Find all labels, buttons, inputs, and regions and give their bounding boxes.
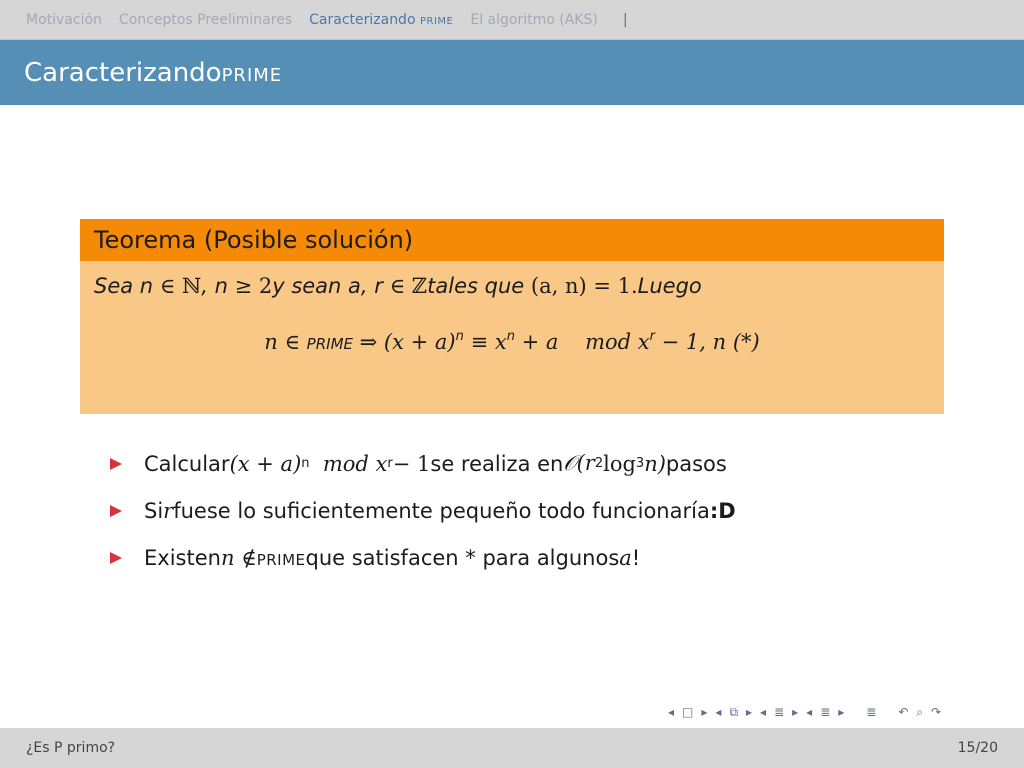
nav-search-icon[interactable]: ⌕ <box>916 704 924 719</box>
nav-forward-icon[interactable]: ↷ <box>931 705 942 719</box>
nav-frame-icon[interactable]: □ <box>682 705 694 719</box>
bullet-item <box>108 487 968 534</box>
bullet-sup: 2 <box>594 456 604 471</box>
theorem-text: tales que <box>427 274 525 298</box>
bullet-sup: 3 <box>635 456 645 471</box>
nav-separator: | <box>622 11 628 28</box>
bullet-math: − 1 <box>392 451 431 476</box>
bullet-math: a <box>619 545 632 570</box>
formula-part: − 1, n (*) <box>654 330 760 354</box>
bullet-math: 𝒪(r <box>563 451 595 475</box>
beamer-navigation <box>668 702 949 722</box>
bullet-item <box>108 534 968 581</box>
bullet-text: Existen <box>144 545 221 570</box>
formula-part: + a mod x <box>514 330 650 354</box>
formula-part: ⇒ (x + a) <box>352 330 456 354</box>
bullet-item <box>108 440 968 487</box>
nav-doc-icon[interactable]: ≣ <box>820 705 831 719</box>
bullet-math: (x + a) <box>229 451 302 476</box>
nav-active-text: Caracterizando <box>309 11 420 28</box>
nav-prev-subsection-icon[interactable]: ◂ <box>715 705 722 719</box>
bullet-sup: r <box>387 456 393 471</box>
nav-prev-doc-icon[interactable]: ◂ <box>806 705 813 719</box>
theorem-formula <box>94 329 930 354</box>
nav-section-conceptos[interactable]: Conceptos Preeliminares <box>118 11 293 28</box>
bullet-arrow-icon <box>110 552 122 564</box>
theorem-text: Sea n <box>94 274 154 298</box>
theorem-block <box>80 219 944 414</box>
bullet-arrow-icon <box>110 505 122 517</box>
bullet-sup: n <box>301 456 310 471</box>
nav-next-section-icon[interactable]: ▸ <box>792 705 799 719</box>
theorem-text: , n <box>201 274 228 298</box>
theorem-math: ≥ 2 <box>234 274 273 298</box>
theorem-math: (a, n) = 1. <box>530 274 638 298</box>
theorem-statement <box>94 269 930 303</box>
nav-section-motivacion[interactable]: Motivación <box>26 11 102 28</box>
nav-back-icon[interactable]: ↶ <box>898 705 909 719</box>
footer-title: ¿Es P primo? <box>26 740 116 756</box>
frame-title-text: Caracterizando <box>24 57 222 88</box>
bullet-text: Si <box>144 498 164 523</box>
nav-active-sc: prime <box>419 11 454 28</box>
bullet-text: fuese lo suficientemente pequeño todo funcionaría <box>173 498 710 523</box>
frame-title <box>0 40 1024 105</box>
bullet-text: Calcular <box>144 451 230 476</box>
theorem-text: Luego <box>637 274 702 298</box>
bullet-prime: prime <box>256 545 306 570</box>
frame-title-sc: prime <box>221 57 283 88</box>
footer <box>0 728 1024 768</box>
bullet-text: ! <box>631 545 641 570</box>
bullet-bold: :D <box>709 498 736 523</box>
formula-sup: n <box>455 329 464 344</box>
formula-part: n ∈ <box>264 330 307 354</box>
nav-prev-frame-icon[interactable]: ◂ <box>668 705 675 719</box>
nav-section-caracterizando[interactable] <box>309 12 453 28</box>
formula-part: ≡ x <box>463 330 507 354</box>
footer-page-number: 15/20 <box>957 740 998 756</box>
nav-appendix-icon[interactable]: ≣ <box>866 705 877 719</box>
nav-next-subsection-icon[interactable]: ▸ <box>746 705 753 719</box>
nav-next-doc-icon[interactable]: ▸ <box>838 705 845 719</box>
theorem-math: ∈ ℕ <box>159 274 202 298</box>
nav-section-icon[interactable]: ≣ <box>774 705 785 719</box>
bullet-text: que satisfacen * para algunos <box>305 545 620 570</box>
bullet-math: log <box>603 451 636 476</box>
bullet-list <box>108 440 968 581</box>
nav-subsection-icon[interactable]: ⧉ <box>729 704 739 719</box>
theorem-header: Teorema (Posible solución) <box>80 219 944 261</box>
section-navigation <box>0 0 1024 40</box>
formula-sup: r <box>649 329 655 344</box>
bullet-text: se realiza en <box>430 451 564 476</box>
nav-section-algoritmo[interactable]: El algoritmo (AKS) <box>470 11 598 28</box>
nav-next-frame-icon[interactable]: ▸ <box>701 705 708 719</box>
bullet-text: pasos <box>665 451 727 476</box>
formula-sup: n <box>506 329 515 344</box>
bullet-math: r <box>163 498 174 523</box>
bullet-math: n ∉ <box>220 545 257 570</box>
theorem-body <box>80 261 944 354</box>
bullet-math: n) <box>644 451 666 476</box>
theorem-math: ∈ ℤ <box>389 274 428 298</box>
nav-prev-section-icon[interactable]: ◂ <box>760 705 767 719</box>
formula-prime: prime <box>306 330 353 354</box>
bullet-math: mod x <box>309 451 388 476</box>
bullet-arrow-icon <box>110 458 122 470</box>
theorem-text: y sean a, r <box>272 274 383 298</box>
